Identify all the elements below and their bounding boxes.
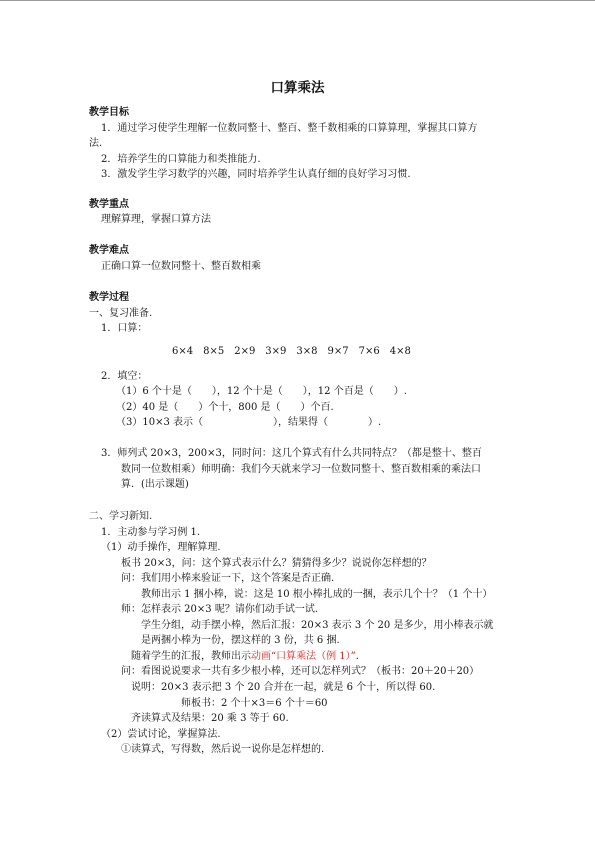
part1-heading: 一、复习准备. xyxy=(89,308,153,319)
lesson-line-9: 说明：20×3 表示把 3 个 20 合并在一起，就是 6 个十，所以得 60. xyxy=(131,682,436,693)
goal-item-3: 3．激发学生学习数学的兴趣，同时培养学生认真仔细的良好学习习惯. xyxy=(101,169,411,180)
lesson-line-7 xyxy=(131,650,359,663)
key-points-heading: 教学重点 xyxy=(89,199,129,210)
lesson-line-7-post: . xyxy=(355,651,359,662)
oral-label: 1．口算： xyxy=(101,323,148,334)
lesson-line-11: 齐读算式及结果：20 乘 3 等于 60. xyxy=(131,713,289,724)
page-title: 口算乘法 xyxy=(270,80,325,96)
question-3-line-1: 3．师列式 20×3，200×3，同时问：这几个算式有什么共同特点？（都是整十、整百 xyxy=(101,448,482,459)
top-border xyxy=(0,0,595,1)
question-3-line-2: 数同一位数相乘）师明确：我们今天就来学习一位数同整十、整百数相乘的乘法口 xyxy=(121,464,481,475)
oral-items: 6×4 8×5 2×9 3×9 3×8 9×7 7×6 4×8 xyxy=(172,346,411,357)
lesson-line-5: 学生分组，动手摆小棒，然后汇报：20×3 表示 3 个 20 是多少，用小棒表示就 xyxy=(141,620,494,631)
question-3-line-3: 算．(出示课题) xyxy=(121,479,189,490)
goal-item-1: 1．通过学习使学生理解一位数同整十、整百、整千数相乘的口算算理，掌握其口算方 xyxy=(101,123,478,134)
fill-item-3: （3）10×3 表示（ ），结果得（ ）. xyxy=(116,417,382,428)
lesson-line-1: 板书 20×3，问：这个算式表示什么？猜猜得多少？说说你怎样想的？ xyxy=(121,558,432,569)
animation-link[interactable]: 动画“口算乘法（例 1）” xyxy=(251,651,356,662)
lesson-line-4: 师：怎样表示 20×3 呢？请你们动手试一试. xyxy=(121,604,319,615)
lesson-line-7-pre: 随着学生的汇报，教师出示 xyxy=(131,651,251,662)
goal-item-1-cont: 法. xyxy=(89,138,103,149)
lesson-line-8: 问：看图说说要求一共有多少根小棒，还可以怎样列式？（板书：20＋20＋20） xyxy=(121,666,480,677)
step-1-2: （2）尝试讨论，掌握算法. xyxy=(101,729,221,740)
difficulties-heading: 教学难点 xyxy=(89,245,129,256)
fill-item-2: （2）40 是（ ）个十，800 是（ ）个百. xyxy=(116,402,334,413)
lesson-line-10: 师板书：2 个十×3＝6 个十＝60 xyxy=(181,698,328,709)
lesson-line-3: 教师出示 1 捆小棒，说：这是 10 根小棒扎成的一捆，表示几个十？（1 个十） xyxy=(141,589,493,600)
goals-heading: 教学目标 xyxy=(89,107,129,118)
fill-item-1: （1）6 个十是（ ），12 个十是（ ），12 个百是（ ）. xyxy=(116,386,407,397)
step-1: 1．主动参与学习例 1. xyxy=(101,527,201,538)
part2-heading: 二、学习新知. xyxy=(89,511,153,522)
lesson-line-12: ①读算式，写得数，然后说一说你是怎样想的. xyxy=(121,744,325,755)
lesson-line-2: 问：我们用小棒来验证一下，这个答案是否正确. xyxy=(121,573,335,584)
lesson-line-6: 是两捆小棒为一份，摆这样的 3 份，共 6 捆. xyxy=(141,635,340,646)
difficulties-text: 正确口算一位数同整十、整百数相乘 xyxy=(101,261,261,272)
goal-item-2: 2．培养学生的口算能力和类推能力. xyxy=(101,154,261,165)
fill-label: 2．填空： xyxy=(101,371,148,382)
process-heading: 教学过程 xyxy=(89,292,129,303)
key-points-text: 理解算理，掌握口算方法 xyxy=(101,214,211,225)
step-1-1: （1）动手操作，理解算理. xyxy=(101,542,221,553)
